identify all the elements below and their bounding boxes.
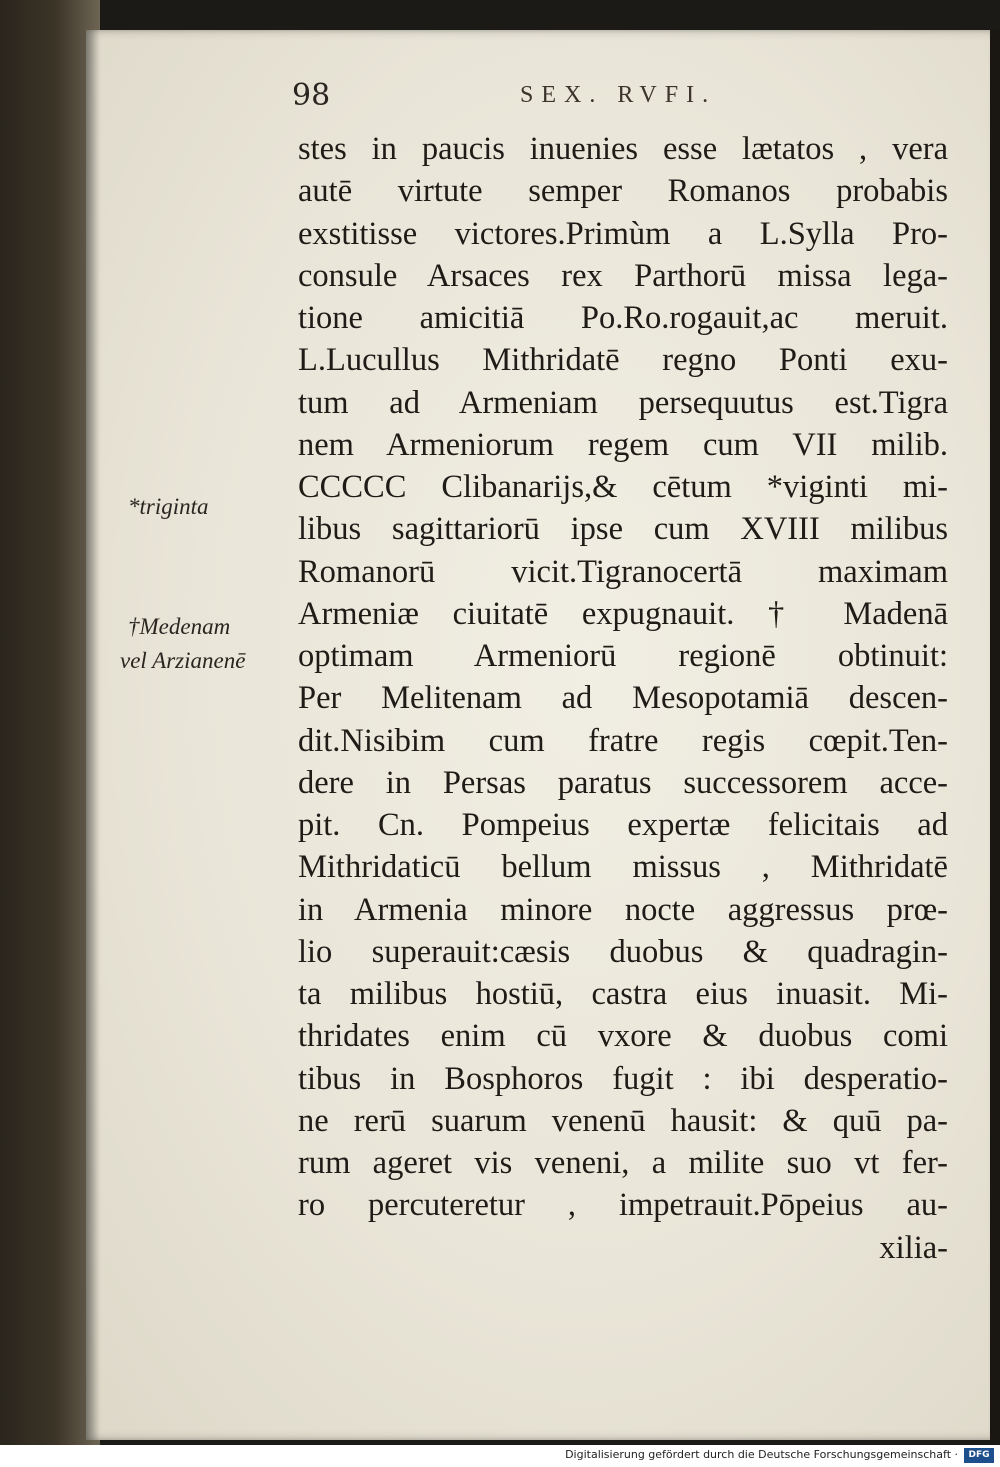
- page-number: 98: [292, 78, 331, 113]
- marginal-note: vel Arzianenē: [120, 648, 246, 673]
- text-line: exstitisse victores.Primùm a L.Sylla Pro-: [298, 215, 948, 252]
- text-line: pit. Cn. Pompeius expertæ felicitais ad: [298, 807, 948, 843]
- text-line: CCCCC Clibanarijs,& cētum *viginti mi-: [298, 469, 948, 505]
- text-line: autē virtute semper Romanos probabis: [298, 173, 948, 210]
- funding-credit: Digitalisierung gefördert durch die Deutsche Forschungsgemeinschaft ·: [565, 1448, 958, 1461]
- running-head: [290, 78, 950, 118]
- text-line: thridates enim cū vxore & duobus comi: [298, 1018, 948, 1055]
- text-line: Mithridaticū bellum missus , Mithridatē: [298, 849, 948, 886]
- text-line: tione amicitiā Po.Ro.rogauit,ac meruit.: [298, 300, 948, 336]
- text-line: tum ad Armeniam persequutus est.Tigra: [298, 384, 948, 421]
- text-line: optimam Armeniorū regionē obtinuit:: [298, 638, 948, 674]
- text-line: ro percuteretur , impetrauit.Pōpeius au-: [298, 1187, 948, 1224]
- body-text: [298, 128, 948, 1269]
- dfg-logo-icon: DFG: [964, 1448, 994, 1463]
- text-line: stes in paucis inuenies esse lætatos , vera: [298, 131, 948, 167]
- footer-bar: [0, 1445, 1000, 1467]
- text-line: dere in Persas paratus successorem acce-: [298, 764, 948, 801]
- marginal-note: *triginta: [128, 494, 209, 519]
- text-line: ta milibus hostiū, castra eius inuasit. Mi-: [298, 976, 948, 1012]
- text-line: libus sagittariorū ipse cum XVIII milibus: [298, 511, 948, 548]
- marginal-note: †Medenam: [128, 614, 231, 639]
- running-title: SEX. RVFI.: [520, 82, 717, 108]
- page-edge: [990, 30, 1000, 1440]
- text-line: tibus in Bosphoros fugit : ibi desperatio-: [298, 1060, 948, 1097]
- text-line: Romanorū vicit.Tigranocertā maximam: [298, 553, 948, 590]
- text-line: Armeniæ ciuitatē expugnauit. † Madenā: [298, 595, 948, 632]
- text-line: ne rerū suarum venenū hausit: & quū pa-: [298, 1102, 948, 1139]
- text-line: consule Arsaces rex Parthorū missa lega-: [298, 257, 948, 294]
- catchword: xilia-: [879, 1229, 948, 1266]
- text-line: in Armenia minore nocte aggressus prœ-: [298, 891, 948, 928]
- text-line: L.Lucullus Mithridatē regno Ponti exu-: [298, 342, 948, 379]
- text-line: nem Armeniorum regem cum VII milib.: [298, 426, 948, 463]
- text-line: rum ageret vis veneni, a milite suo vt fer-: [298, 1145, 948, 1181]
- book-binding-shadow: [0, 0, 100, 1445]
- text-line: dit.Nisibim cum fratre regis cœpit.Ten-: [298, 722, 948, 759]
- text-line: Per Melitenam ad Mesopotamiā descen-: [298, 680, 948, 717]
- text-line: lio superauit:cæsis duobus & quadragin-: [298, 933, 948, 970]
